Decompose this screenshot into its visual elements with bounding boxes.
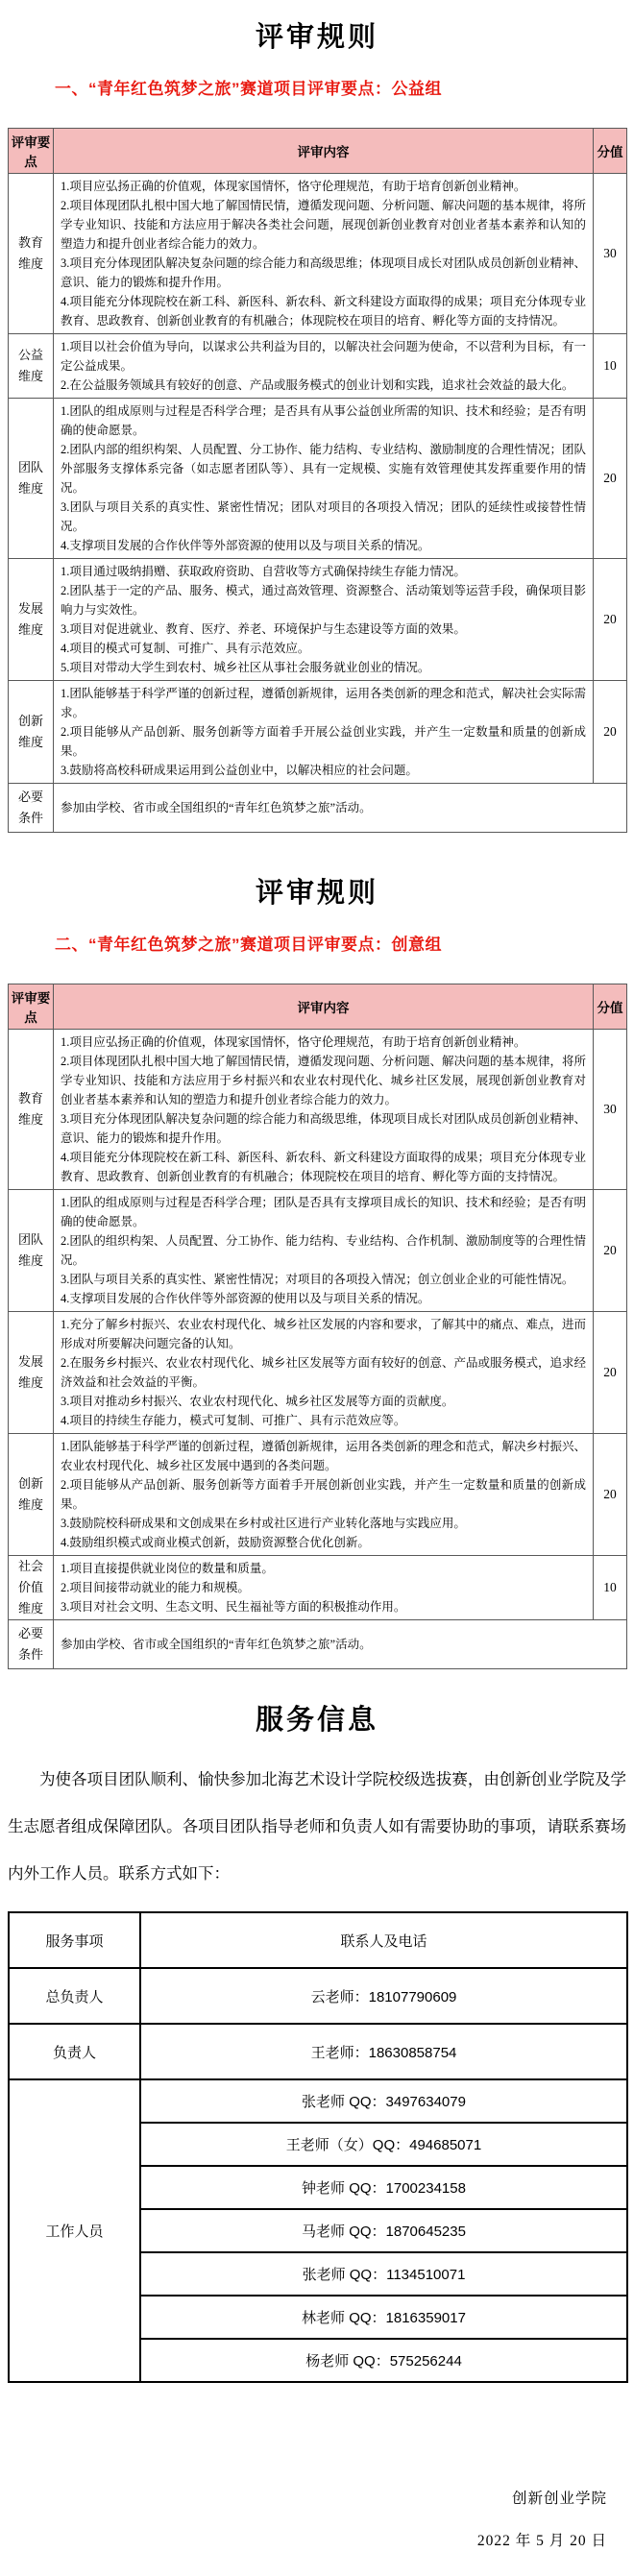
dimension-cell: 团队维度: [9, 1190, 54, 1312]
contact-header-contact: 联系人及电话: [140, 1912, 627, 1968]
score-cell: 20: [594, 1434, 627, 1556]
dimension-cell: 发展维度: [9, 559, 54, 681]
table-row: [9, 399, 627, 559]
criteria-item: 1.项目应弘扬正确的价值观，体现家国情怀，恪守伦理规范，有助于培育创新创业精神。: [61, 1035, 526, 1049]
table-row: [9, 1030, 627, 1190]
contact-row: [9, 2024, 627, 2079]
contact-row: [9, 1968, 627, 2024]
table-row: [9, 681, 627, 784]
dimension-cell: 创新维度: [9, 1434, 54, 1556]
contact-header-row: [9, 1912, 627, 1968]
dimension-cell: 必要条件: [9, 784, 54, 833]
criteria-item: 4.项目能充分体现院校在新工科、新医科、新农科、新文科建设方面取得的成果；项目充分体现专业教育、思政教育、创新创业教育的有机融合；体现院校在项目的培育、孵化等方面的支持情况。: [61, 1151, 586, 1183]
criteria-item: 3.项目充分体现团队解决复杂问题的综合能力和高级思维；体现项目成长对团队成员创新创业精神、意识、能力的锻炼和提升作用。: [61, 256, 586, 289]
contact-value: 钟老师 QQ：1700234158: [140, 2166, 627, 2209]
section-heading-gongyi: 一、“青年红色筑梦之旅”赛道项目评审要点：公益组: [55, 80, 442, 98]
criteria-item: 1.团队能够基于科学严谨的创新过程，遵循创新规律，运用各类创新的理念和范式，解决乡村振兴、农业农村现代化、城乡社区发展中遇到的各类问题。: [61, 1440, 586, 1472]
criteria-item: 5.项目对带动大学生到农村、城乡社区从事社会服务就业创业的情况。: [61, 661, 430, 674]
dimension-cell: 教育维度: [9, 1030, 54, 1190]
criteria-item: 1.项目应弘扬正确的价值观，体现家国情怀，恪守伦理规范，有助于培育创新创业精神。: [61, 180, 526, 193]
criteria-item: 2.项目间接带动就业的能力和规模。: [61, 1581, 250, 1594]
criteria-item: 3.项目对促进就业、教育、医疗、养老、环境保护与生态建设等方面的效果。: [61, 622, 466, 636]
criteria-item: 参加由学校、省市或全国组织的“青年红色筑梦之旅”活动。: [61, 801, 372, 814]
contact-role: 负责人: [9, 2024, 140, 2079]
criteria-item: 3.鼓励院校科研成果和文创成果在乡村或社区进行产业转化落地与实践应用。: [61, 1517, 466, 1530]
criteria-item: 3.项目对社会文明、生态文明、民生福祉等方面的积极推动作用。: [61, 1600, 406, 1614]
criteria-item: 3.团队与项目关系的真实性、紧密性情况；团队对项目的各项投入情况；团队的延续性或接替性情况。: [61, 500, 586, 533]
score-cell: 30: [594, 1030, 627, 1190]
score-cell: 10: [594, 1556, 627, 1620]
column-header-dimension: 评审要点: [9, 984, 54, 1030]
score-cell: 20: [594, 1190, 627, 1312]
criteria-item: 2.在公益服务领域具有较好的创意、产品或服务模式的创业计划和实践，追求社会效益的最大化。: [61, 378, 574, 392]
section-review-rules-2: [0, 833, 634, 1669]
document-footer: [0, 2487, 634, 2550]
criteria-item: 4.鼓励组织模式或商业模式创新，鼓励资源整合优化创新。: [61, 1536, 370, 1549]
table-row: [9, 1556, 627, 1620]
score-cell: 20: [594, 559, 627, 681]
review-table-chuangyi: [8, 984, 627, 1669]
criteria-item: 1.项目直接提供就业岗位的数量和质量。: [61, 1562, 274, 1575]
table-row: [9, 334, 627, 399]
criteria-item: 1.团队的组成原则与过程是否科学合理；是否具有从事公益创业所需的知识、技术和经验；是否有明确的使命愿景。: [61, 404, 586, 437]
content-cell: [54, 559, 594, 681]
footer-date: 2022 年 5 月 20 日: [476, 2533, 607, 2549]
criteria-item: 2.项目体现团队扎根中国大地了解国情民情，遵循发现问题、分析问题、解决问题的基本规律，将所学专业知识、技能和方法应用于解决各类社会问题，展现创新创业教育对创业者基本素养和认知的塑造力和提升创业者综合能力的效力。: [61, 199, 586, 251]
contact-value: 马老师 QQ：1870645235: [140, 2209, 627, 2252]
dimension-cell: 教育维度: [9, 174, 54, 334]
service-paragraph: 为使各项目团队顺利、愉快参加北海艺术设计学院校级选拔赛，由创新创业学院及学生志愿者组成保障团队。各项目团队指导老师和负责人如有需要协助的事项，请联系赛场内外工作人员。联系方式如下：: [8, 1771, 626, 1883]
dimension-cell: 必要条件: [9, 1620, 54, 1669]
service-title: 服务信息: [255, 1705, 378, 1736]
page-title: 评审规则: [255, 22, 378, 53]
table-row: [9, 1620, 627, 1669]
criteria-item: 4.项目的持续生存能力，模式可复制、可推广、具有示范效应等。: [61, 1414, 406, 1427]
criteria-item: 2.项目能够从产品创新、服务创新等方面着手开展创新创业实践，并产生一定数量和质量的创新成果。: [61, 1478, 586, 1511]
dimension-cell: 团队维度: [9, 399, 54, 559]
score-cell: 10: [594, 334, 627, 399]
criteria-item: 1.项目通过吸纳捐赠、获取政府资助、自营收等方式确保持续生存能力情况。: [61, 565, 466, 578]
table-row: [9, 1434, 627, 1556]
criteria-item: 4.项目的模式可复制、可推广、具有示范效应。: [61, 642, 310, 655]
dimension-cell: 创新维度: [9, 681, 54, 784]
criteria-item: 1.项目以社会价值为导向，以谋求公共利益为目的，以解决社会问题为使命，不以营利为目标，有一定公益成果。: [61, 340, 586, 373]
contact-value: 云老师：18107790609: [140, 1968, 627, 2024]
contact-value: 张老师 QQ：3497634079: [140, 2079, 627, 2123]
dimension-cell: 社会价值维度: [9, 1556, 54, 1620]
criteria-item: 1.团队能够基于科学严谨的创新过程，遵循创新规律，运用各类创新的理念和范式，解决社会实际需求。: [61, 687, 586, 719]
contact-role: 总负责人: [9, 1968, 140, 2024]
criteria-item: 参加由学校、省市或全国组织的“青年红色筑梦之旅”活动。: [61, 1638, 372, 1651]
section-review-rules-1: [0, 0, 634, 833]
criteria-item: 1.充分了解乡村振兴、农业农村现代化、城乡社区发展的内容和要求，了解其中的痛点、难点，进而形成对所要解决问题完备的认知。: [61, 1318, 586, 1350]
score-cell: 20: [594, 681, 627, 784]
contact-value: 王老师（女）QQ：494685071: [140, 2123, 627, 2166]
criteria-item: 4.支撑项目发展的合作伙伴等外部资源的使用以及与项目关系的情况。: [61, 1292, 430, 1305]
contact-row: [9, 2079, 627, 2123]
contact-value: 林老师 QQ：1816359017: [140, 2296, 627, 2339]
content-cell: [54, 334, 594, 399]
criteria-item: 2.项目体现团队扎根中国大地了解国情民情，遵循发现问题、分析问题、解决问题的基本规律，将所学专业知识、技能和方法应用于乡村振兴和农业农村现代化、城乡社区发展，展现创新创业教育对创业者基本素养和认知的塑造力和提升创业者综合能力的效力。: [61, 1055, 586, 1106]
contact-value: 王老师：18630858754: [140, 2024, 627, 2079]
column-header-content: 评审内容: [54, 129, 594, 174]
content-cell: [54, 681, 594, 784]
content-cell: [54, 784, 627, 833]
table-row: [9, 559, 627, 681]
contact-header-item: 服务事项: [9, 1912, 140, 1968]
section-heading-chuangyi: 二、“青年红色筑梦之旅”赛道项目评审要点：创意组: [55, 936, 442, 954]
criteria-item: 3.鼓励将高校科研成果运用到公益创业中，以解决相应的社会问题。: [61, 764, 418, 777]
criteria-item: 4.项目能充分体现院校在新工科、新医科、新农科、新文科建设方面取得的成果；项目充分体现专业教育、思政教育、创新创业教育的有机融合；体现院校在项目的培育、孵化等方面的支持情况。: [61, 295, 586, 328]
column-header-score: 分值: [594, 129, 627, 174]
table-row: [9, 784, 627, 833]
column-header-dimension: 评审要点: [9, 129, 54, 174]
criteria-item: 2.团队的组织构架、人员配置、分工协作、能力结构、专业结构、合作机制、激励制度等的合理性情况。: [61, 1234, 586, 1267]
content-cell: [54, 1620, 627, 1669]
dimension-cell: 发展维度: [9, 1312, 54, 1434]
dimension-cell: 公益维度: [9, 334, 54, 399]
score-cell: 20: [594, 1312, 627, 1434]
column-header-content: 评审内容: [54, 984, 594, 1030]
criteria-item: 2.团队内部的组织构架、人员配置、分工协作、能力结构、专业结构、激励制度的合理性情况；团队外部服务支撑体系完备（如志愿者团队等）、具有一定规模、实施有效管理使其发挥重要作用的情况。: [61, 443, 586, 495]
content-cell: [54, 1190, 594, 1312]
contact-value: 张老师 QQ：1134510071: [140, 2252, 627, 2296]
table-row: [9, 174, 627, 334]
content-cell: [54, 1556, 594, 1620]
content-cell: [54, 399, 594, 559]
content-cell: [54, 1312, 594, 1434]
review-table-gongyi: [8, 128, 627, 833]
criteria-item: 1.团队的组成原则与过程是否科学合理；团队是否具有支撑项目成长的知识、技术和经验；是否有明确的使命愿景。: [61, 1196, 586, 1228]
table-header-row: [9, 129, 627, 174]
content-cell: [54, 1434, 594, 1556]
score-cell: 30: [594, 174, 627, 334]
page-title: 评审规则: [255, 878, 378, 909]
criteria-item: 3.团队与项目关系的真实性、紧密性情况；对项目的各项投入情况；创立创业企业的可能性情况。: [61, 1273, 574, 1286]
table-row: [9, 1312, 627, 1434]
table-row: [9, 1190, 627, 1312]
criteria-item: 2.团队基于一定的产品、服务、模式，通过高效管理、资源整合、活动策划等运营手段，确保项目影响力与实效性。: [61, 584, 586, 617]
contact-table: [8, 1911, 628, 2383]
criteria-item: 2.项目能够从产品创新、服务创新等方面着手开展公益创业实践，并产生一定数量和质量的创新成果。: [61, 725, 586, 758]
score-cell: 20: [594, 399, 627, 559]
contact-role-staff: 工作人员: [9, 2079, 140, 2382]
contact-value: 杨老师 QQ：575256244: [140, 2339, 627, 2382]
criteria-item: 3.项目充分体现团队解决复杂问题的综合能力和高级思维，体现项目成长对团队成员创新创业精神、意识、能力的锻炼和提升作用。: [61, 1112, 586, 1145]
column-header-score: 分值: [594, 984, 627, 1030]
criteria-item: 2.在服务乡村振兴、农业农村现代化、城乡社区发展等方面有较好的创意、产品或服务模式，追求经济效益和社会效益的平衡。: [61, 1356, 586, 1389]
table-header-row: [9, 984, 627, 1030]
footer-organization: 创新创业学院: [511, 2491, 607, 2507]
criteria-item: 4.支撑项目发展的合作伙伴等外部资源的使用以及与项目关系的情况。: [61, 539, 430, 552]
section-service-info: [0, 1669, 634, 2550]
content-cell: [54, 174, 594, 334]
criteria-item: 3.项目对推动乡村振兴、农业农村现代化、城乡社区发展等方面的贡献度。: [61, 1395, 454, 1408]
content-cell: [54, 1030, 594, 1190]
